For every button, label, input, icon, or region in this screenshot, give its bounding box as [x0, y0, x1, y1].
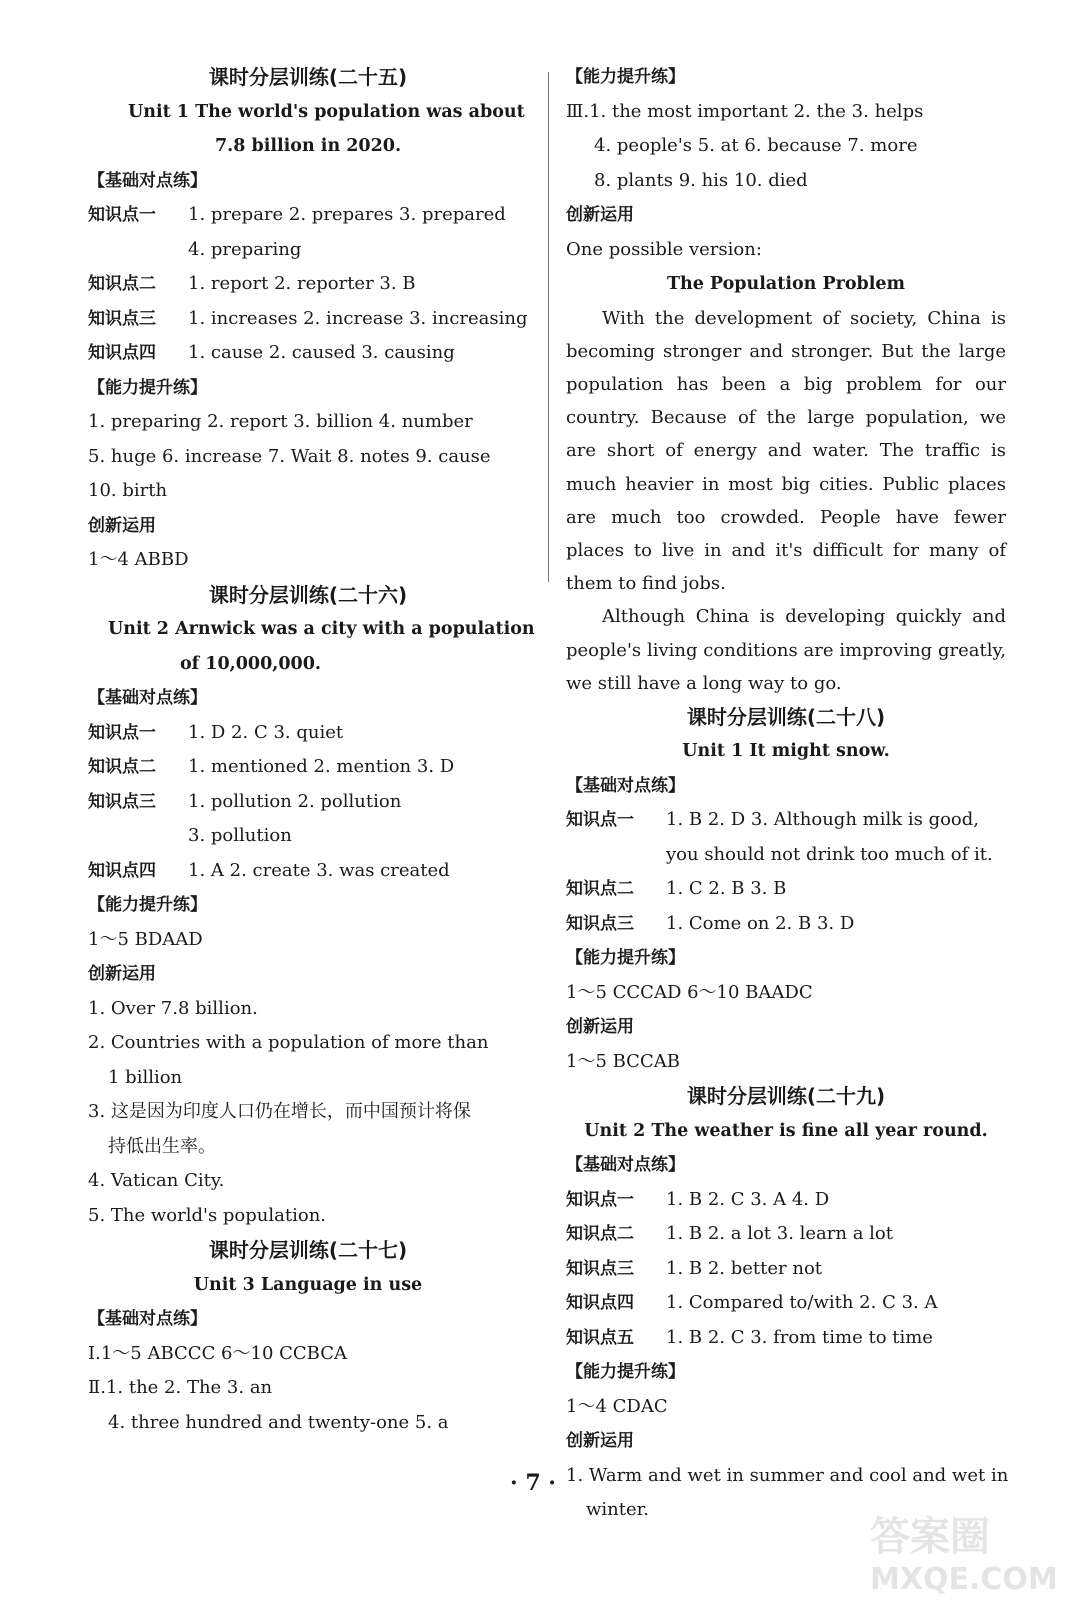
kp-answer: 1. Come on 2. B 3. D: [666, 912, 855, 934]
section-title: 课时分层训练(二十八): [686, 704, 886, 729]
answer-line: Ⅲ.1. the most important 2. the 3. helps: [566, 100, 924, 122]
unit-heading-cont: 7.8 billion in 2020.: [214, 136, 402, 156]
unit-heading: Unit 2 The weather is fine all year round.: [584, 1120, 988, 1141]
kp-label: 知识点二: [88, 757, 156, 777]
answer-line: Ⅰ.1～5 ABCCC 6～10 CCBCA: [88, 1342, 348, 1364]
answer-line-cont: 4. people's 5. at 6. because 7. more: [594, 135, 918, 156]
ability-heading: 【能力提升练】: [88, 895, 207, 915]
answer-line: 1. preparing 2. report 3. billion 4. number: [88, 411, 473, 432]
right-column: [566, 60, 1009, 1528]
kp-label: 知识点二: [88, 274, 156, 294]
knowledge-point: [566, 803, 1006, 838]
unit-heading: Unit 3 Language in use: [193, 1274, 423, 1295]
basic-practice-heading: 【基础对点练】: [566, 775, 685, 796]
watermark-logo: [870, 1505, 1060, 1595]
answer-line: 3. 这是因为印度人口仍在增长，而中国预计将保: [88, 1101, 471, 1122]
watermark-chars: 答案圈: [870, 1514, 990, 1560]
section-title: 课时分层训练(二十七): [208, 1238, 408, 1262]
knowledge-point: [88, 198, 528, 233]
innovation-heading: 创新运用: [88, 964, 156, 984]
kp-answer-cont: 3. pollution: [188, 825, 292, 846]
page-number: · 7 ·: [510, 1470, 556, 1496]
basic-practice-heading: 【基础对点练】: [88, 688, 207, 708]
knowledge-point: [566, 872, 1006, 907]
kp-answer: 1. B 2. better not: [666, 1257, 823, 1279]
answer-line-cont: 4. three hundred and twenty-one 5. a: [108, 1411, 449, 1433]
unit-heading: Unit 1 The world's population was about: [128, 101, 525, 122]
unit-heading: Unit 1 It might snow.: [682, 741, 890, 762]
knowledge-point: [88, 854, 528, 889]
kp-label: 知识点二: [566, 1224, 634, 1245]
knowledge-point: [566, 1217, 1006, 1252]
kp-answer: 1. pollution 2. pollution: [188, 790, 402, 812]
kp-answer: 1. A 2. create 3. was created: [188, 859, 450, 881]
essay-title: The Population Problem: [666, 274, 906, 294]
kp-label: 知识点三: [566, 1258, 634, 1279]
kp-answer: 1. B 2. D 3. Although milk is good,: [666, 809, 980, 831]
knowledge-point: [88, 750, 528, 785]
kp-label: 知识点四: [88, 860, 156, 881]
kp-answer-cont: 4. preparing: [188, 238, 302, 260]
unit-heading-cont: of 10,000,000.: [180, 653, 321, 674]
kp-label: 知识点四: [88, 343, 156, 363]
answer-line: 2. Countries with a population of more than: [88, 1032, 489, 1053]
basic-practice-heading: 【基础对点练】: [88, 1309, 207, 1329]
answer-line: 1～5 BCCAB: [566, 1050, 680, 1072]
kp-label: 知识点一: [566, 1189, 634, 1210]
knowledge-point: [88, 716, 528, 751]
knowledge-point: [566, 1321, 1006, 1356]
answer-line: 4. Vatican City.: [88, 1170, 225, 1191]
kp-answer: 1. D 2. C 3. quiet: [188, 721, 344, 743]
knowledge-point: [566, 1183, 1006, 1218]
answer-line: 1～5 BDAAD: [88, 928, 203, 950]
ability-heading: 【能力提升练】: [88, 377, 207, 398]
innovation-heading: 创新运用: [88, 515, 156, 536]
kp-label: 知识点二: [566, 879, 634, 900]
left-column: [88, 60, 535, 1440]
section-title: 课时分层训练(二十九): [686, 1084, 886, 1109]
answer-line: 1～5 CCCAD 6～10 BAADC: [566, 981, 813, 1003]
ability-heading: 【能力提升练】: [566, 948, 685, 969]
knowledge-point: [88, 302, 528, 337]
section-title: 课时分层训练(二十六): [208, 582, 408, 607]
section-title: 课时分层训练(二十五): [208, 65, 408, 89]
kp-answer: 1. increases 2. increase 3. increasing: [188, 307, 528, 329]
kp-label: 知识点五: [566, 1327, 634, 1348]
knowledge-point: [88, 336, 528, 371]
answer-line-cont: winter.: [586, 1499, 649, 1521]
knowledge-point: [566, 1252, 1006, 1287]
answer-line: Ⅱ.1. the 2. The 3. an: [88, 1377, 273, 1398]
answer-line: 1. Over 7.8 billion.: [88, 997, 258, 1019]
answer-line: 5. The world's population.: [88, 1204, 327, 1226]
kp-answer: 1. prepare 2. prepares 3. prepared: [188, 204, 506, 225]
kp-answer: 1. C 2. B 3. B: [666, 878, 787, 900]
basic-practice-heading: 【基础对点练】: [566, 1155, 685, 1176]
kp-label: 知识点三: [88, 791, 156, 812]
answer-line: 1. Warm and wet in summer and cool and wet in: [566, 1464, 1009, 1486]
answer-line: 10. birth: [88, 480, 168, 501]
knowledge-point: [566, 907, 1006, 942]
kp-label: 知识点三: [566, 913, 634, 934]
answer-line-cont: 8. plants 9. his 10. died: [594, 169, 808, 191]
kp-label: 知识点四: [566, 1293, 634, 1314]
kp-label: 知识点一: [88, 205, 156, 225]
kp-answer: 1. mentioned 2. mention 3. D: [188, 756, 455, 777]
kp-label: 知识点三: [88, 308, 156, 329]
innovation-heading: 创新运用: [566, 1431, 634, 1452]
answer-line-cont: 持低出生率。: [108, 1135, 216, 1157]
knowledge-point: [566, 1286, 1006, 1321]
knowledge-point: [88, 267, 528, 302]
basic-practice-heading: 【基础对点练】: [88, 170, 207, 191]
kp-label: 知识点一: [88, 722, 156, 743]
answer-line-cont: 1 billion: [108, 1066, 183, 1088]
answer-line: 1～4 CDAC: [566, 1395, 668, 1417]
version-label: One possible version:: [566, 238, 762, 260]
kp-answer: 1. B 2. a lot 3. learn a lot: [666, 1223, 893, 1245]
ability-heading: 【能力提升练】: [566, 1362, 685, 1383]
unit-heading: Unit 2 Arnwick was a city with a population: [108, 619, 535, 639]
kp-answer: 1. cause 2. caused 3. causing: [188, 342, 455, 363]
kp-answer: 1. report 2. reporter 3. B: [188, 273, 416, 294]
ability-heading: 【能力提升练】: [566, 67, 685, 87]
kp-answer: 1. B 2. C 3. A 4. D: [666, 1188, 830, 1210]
kp-answer: 1. B 2. C 3. from time to time: [666, 1326, 933, 1348]
knowledge-point: [88, 785, 528, 820]
kp-answer: 1. Compared to/with 2. C 3. A: [666, 1292, 938, 1314]
innovation-heading: 创新运用: [566, 205, 634, 225]
essay-paragraph: Although China is developing quickly and people's living conditions are improving greatly, we still have a long way to go.: [566, 606, 1006, 694]
essay-paragraph: With the development of society, China is becoming stronger and stronger. But the large population has been a big problem for our country. Because of the large population, we are short of energy and water. The traffic is much heavier in most big cities. Public places are much too crowded. People have fewer places to live in and it's difficult for many of them to find jobs.: [566, 307, 1006, 595]
answer-line: 1～4 ABBD: [88, 549, 189, 570]
kp-answer-cont: you should not drink too much of it.: [666, 843, 993, 865]
watermark-domain: MXQE.COM: [870, 1562, 1058, 1597]
kp-label: 知识点一: [566, 810, 634, 831]
answer-line: 5. huge 6. increase 7. Wait 8. notes 9. cause: [88, 445, 491, 467]
innovation-heading: 创新运用: [566, 1017, 634, 1038]
